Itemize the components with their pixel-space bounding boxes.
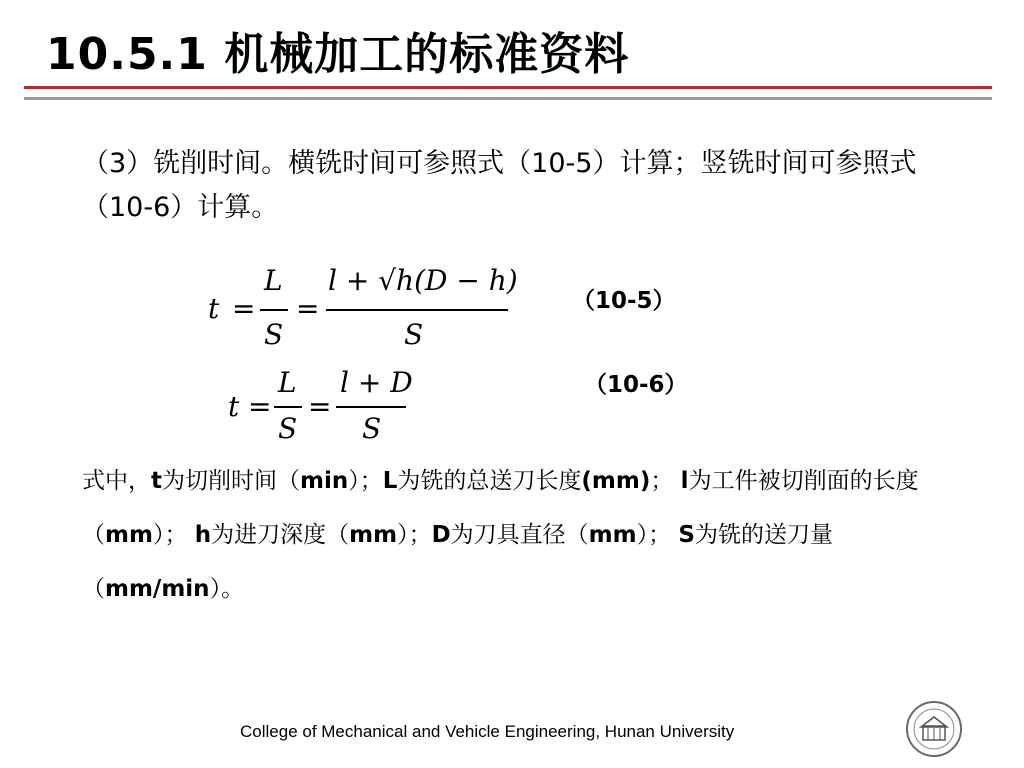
formula-numerator: L	[264, 264, 283, 297]
explanation-segment: 为切削时间（	[162, 468, 300, 494]
symbol-explanation-paragraph	[82, 454, 962, 616]
formula-equals: =	[308, 390, 332, 423]
explanation-segment: mm	[349, 522, 398, 548]
explanation-segment: 式中，	[82, 468, 151, 494]
fraction-bar	[260, 309, 288, 311]
title-divider	[24, 86, 992, 100]
formula-10-5	[208, 260, 528, 358]
formula-10-6	[228, 366, 428, 446]
explanation-segment: 为进刀深度（	[211, 522, 350, 548]
formula-equals: =	[296, 292, 320, 325]
explanation-segment: D	[431, 522, 451, 548]
explanation-segment: 为刀具直径（	[450, 522, 589, 548]
equation-label-10-5: （10-5）	[572, 288, 676, 314]
formula-denominator: S	[264, 318, 284, 351]
explanation-segment: mm	[588, 522, 637, 548]
explanation-segment: h	[194, 522, 212, 548]
explanation-segment: 为工件被切削面的长度（	[82, 468, 919, 548]
explanation-segment: ）；	[636, 522, 679, 548]
explanation-segment: mm/min	[105, 576, 210, 602]
explanation-segment: ）；	[397, 522, 432, 548]
explanation-segment: min	[300, 468, 349, 494]
formula-equals: =	[248, 390, 272, 423]
footer-credit: College of Mechanical and Vehicle Engineering, Hunan University	[240, 722, 735, 741]
slide-title: 10.5.1 机械加工的标准资料	[46, 29, 630, 80]
explanation-segment: ）。	[209, 576, 245, 602]
formula-lhs: t	[208, 292, 220, 325]
fraction-bar	[326, 309, 508, 311]
fraction-bar	[336, 406, 406, 408]
explanation-segment: l	[680, 468, 689, 494]
intro-paragraph: （3）铣削时间。横铣时间可参照式（10-5）计算；竖铣时间可参照式（10-6）计算。	[82, 148, 917, 223]
fraction-bar	[274, 406, 302, 408]
equation-label-10-6: （10-6）	[584, 372, 688, 398]
explanation-segment: L	[382, 468, 398, 494]
explanation-segment: S	[678, 522, 695, 548]
explanation-segment: t	[151, 468, 162, 494]
formula-denominator: S	[278, 412, 298, 445]
formula-denominator: S	[362, 412, 382, 445]
formula-equals: =	[232, 292, 256, 325]
explanation-segment: ）；	[152, 522, 195, 548]
formula-numerator: l + D	[340, 366, 413, 399]
explanation-segment: 为铣的总送刀长度	[397, 468, 582, 494]
explanation-segment: (mm)	[581, 468, 651, 494]
explanation-segment: mm	[105, 522, 153, 548]
explanation-segment: 为铣的送刀量（	[82, 522, 833, 602]
university-seal-icon	[905, 700, 963, 758]
formula-lhs: t	[228, 390, 240, 423]
formula-denominator: S	[404, 318, 424, 351]
explanation-segment: ）；	[348, 468, 383, 494]
formula-numerator	[328, 264, 518, 297]
formula-numerator: L	[278, 366, 297, 399]
formula-numerator-text: l + √h(D − h)	[328, 264, 518, 297]
explanation-segment: ；	[650, 468, 681, 494]
